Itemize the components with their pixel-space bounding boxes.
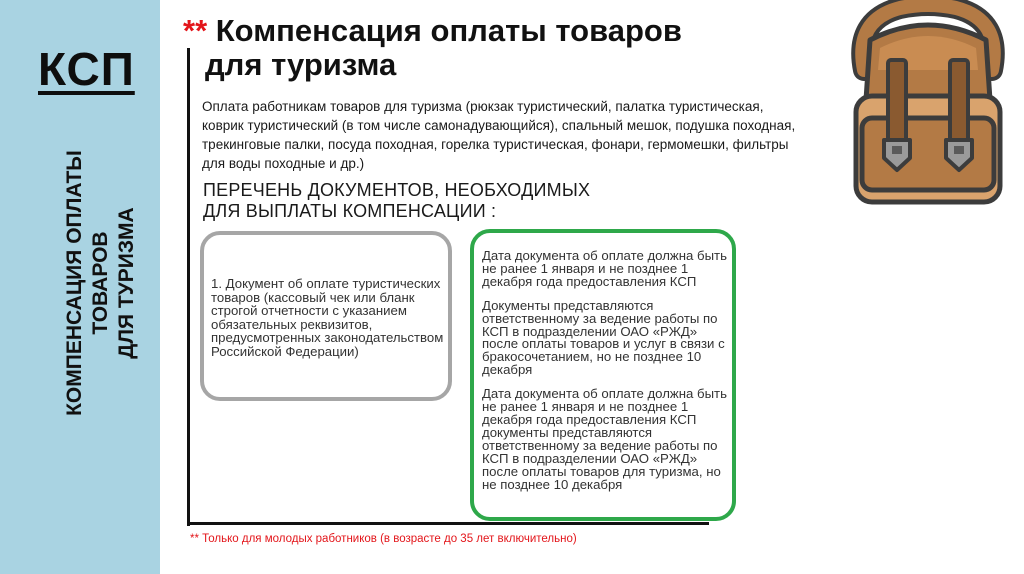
backpack-icon bbox=[840, 0, 1016, 210]
documents-heading-line2: ДЛЯ ВЫПЛАТЫ КОМПЕНСАЦИИ : bbox=[203, 201, 497, 221]
sidebar-divider bbox=[160, 0, 162, 574]
deadline-info-text bbox=[482, 250, 732, 502]
documents-heading-line1: ПЕРЕЧЕНЬ ДОКУМЕНТОВ, НЕОБХОДИМЫХ bbox=[203, 180, 591, 200]
intro-text: Оплата работникам товаров для туризма (рюкзак туристический, палатка туристическая, коврик туристический (в том числе самонадувающийся), спальный мешок, подушка походная, трекинговые палки, посуда походная, горелка туристическая, фонари, гермомешки, фильтры для воды походные и др.) bbox=[202, 99, 796, 171]
vertical-axis-line bbox=[187, 48, 190, 526]
title-stars: ** bbox=[183, 13, 208, 48]
deadline-paragraph: Дата документа об оплате должна быть не ранее 1 января и не позднее 1 декабря года предоставления КСП документы представляются ответственному за ведение работы по КСП в подразделении ОАО «РЖД» после оплаты товаров для туризма, но не позднее 10 декабря bbox=[482, 386, 727, 492]
title-line2: для туризма bbox=[205, 47, 397, 82]
horizontal-axis-line bbox=[187, 522, 709, 525]
sidebar-abbrev: КСП bbox=[38, 43, 135, 95]
page-title bbox=[183, 14, 823, 82]
payment-document-text: 1. Документ об оплате туристических товаров (кассовый чек или бланк строгой отчетности с указанием обязательных реквизитов, предусмотренных законодательством Российской Федерации) bbox=[211, 276, 444, 359]
documents-heading bbox=[203, 180, 633, 222]
sidebar-vertical-title bbox=[62, 98, 140, 468]
title-line1: Компенсация оплаты товаров bbox=[215, 13, 682, 48]
sidebar-vertical-line1: КОМПЕНСАЦИЯ ОПЛАТЫ ТОВАРОВ bbox=[63, 150, 112, 416]
deadline-paragraph: Дата документа об оплате должна быть не ранее 1 января и не позднее 1 декабря года предоставления КСП bbox=[482, 248, 727, 289]
footnote: ** Только для молодых работников (в возрасте до 35 лет включительно) bbox=[190, 533, 577, 545]
deadline-paragraph: Документы представляются ответственному за ведение работы по КСП в подразделении ОАО «РЖД» после оплаты товаров и услуг в связи с бракосочетанием, но не позднее 10 декабря bbox=[482, 297, 725, 378]
sidebar-vertical-line2: ДЛЯ ТУРИЗМА bbox=[115, 207, 138, 359]
